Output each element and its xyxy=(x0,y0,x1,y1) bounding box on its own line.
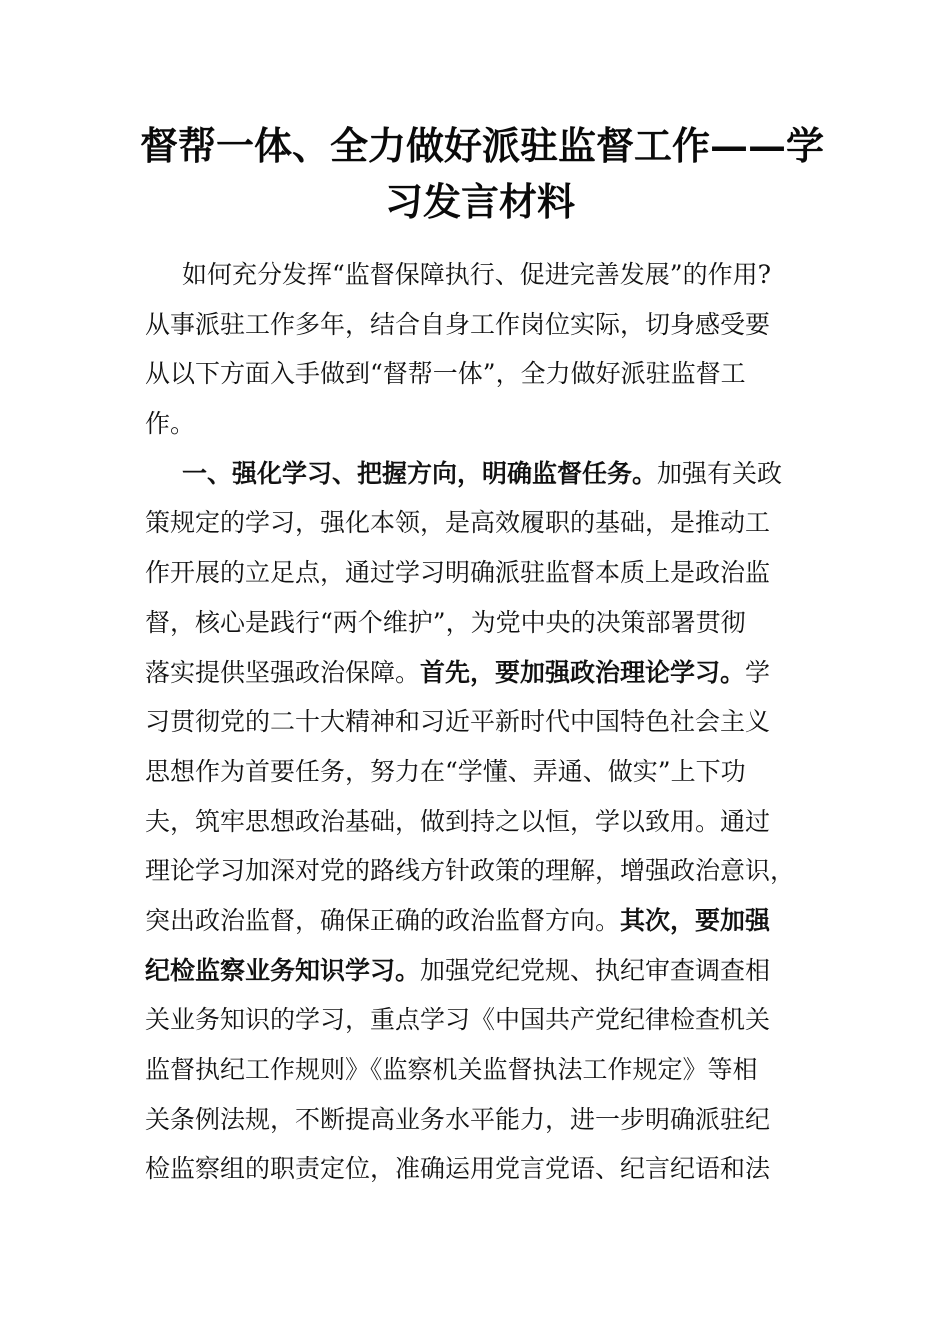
section1-heading: 一、强化学习、把握方向，明确监督任务。 xyxy=(182,458,658,488)
section1-paragraph-line: 督，核心是践行“两个维护”，为党中央的决策部署贯彻 xyxy=(145,607,746,637)
section1-paragraph-line: 策规定的学习，强化本领，是高效履职的基础，是推动工 xyxy=(145,508,771,538)
section1-paragraph-line: 作开展的立足点，通过学习明确派驻监督本质上是政治监 xyxy=(145,558,771,588)
title-line: 习发言材料 xyxy=(384,179,575,224)
subheading-first: 首先，要加强政治理论学习。 xyxy=(420,657,746,687)
section1-paragraph-line: 理论学习加深对党的路线方针政策的理解，增强政治意识， xyxy=(145,856,796,886)
text-run: 突出政治监督，确保正确的政治监督方向。 xyxy=(145,905,621,935)
section1-paragraph-line: 监督执纪工作规则》《监察机关监督执法工作规定》等相 xyxy=(145,1055,758,1084)
text-run: 学 xyxy=(745,657,771,687)
intro-paragraph-line: 从以下方面入手做到“督帮一体”，全力做好派驻监督工 xyxy=(145,359,746,389)
section1-paragraph-line: 检监察组的职责定位，准确运用党言党语、纪言纪语和法 xyxy=(145,1154,771,1184)
section1-paragraph-line xyxy=(145,648,825,698)
text-run: 落实提供坚强政治保障。 xyxy=(145,657,421,687)
title-line: 督帮一体、全力做好派驻监督工作——学 xyxy=(140,123,825,168)
section1-paragraph-line xyxy=(145,449,825,499)
section1-paragraph-line: 夫，筑牢思想政治基础，做到持之以恒，学以致用。通过 xyxy=(145,806,771,836)
section1-paragraph-line xyxy=(145,946,825,996)
document-title xyxy=(140,118,825,230)
section1-paragraph-line xyxy=(145,896,825,946)
section1-paragraph-line: 思想作为首要任务，努力在“学懂、弄通、做实”上下功 xyxy=(145,756,746,786)
subheading-second: 其次，要加强 xyxy=(620,905,771,935)
intro-paragraph-line: 如何充分发挥“监督保障执行、促进完善发展”的作用? xyxy=(182,260,771,289)
text-run: 加强有关政 xyxy=(657,458,783,488)
section1-paragraph-line: 关条例法规，不断提高业务水平能力，进一步明确派驻纪 xyxy=(145,1104,771,1134)
subheading-second-cont: 纪检监察业务知识学习。 xyxy=(145,955,421,985)
section1-paragraph-line: 关业务知识的学习，重点学习《中国共产党纪律检查机关 xyxy=(145,1005,771,1035)
document-body xyxy=(145,250,825,1194)
text-run: 加强党纪党规、执纪审查调查相 xyxy=(420,955,771,985)
intro-paragraph-line: 作。 xyxy=(145,409,196,439)
intro-paragraph-line: 从事派驻工作多年，结合自身工作岗位实际，切身感受要 xyxy=(145,309,771,339)
section1-paragraph-line: 习贯彻党的二十大精神和习近平新时代中国特色社会主义 xyxy=(145,707,771,737)
